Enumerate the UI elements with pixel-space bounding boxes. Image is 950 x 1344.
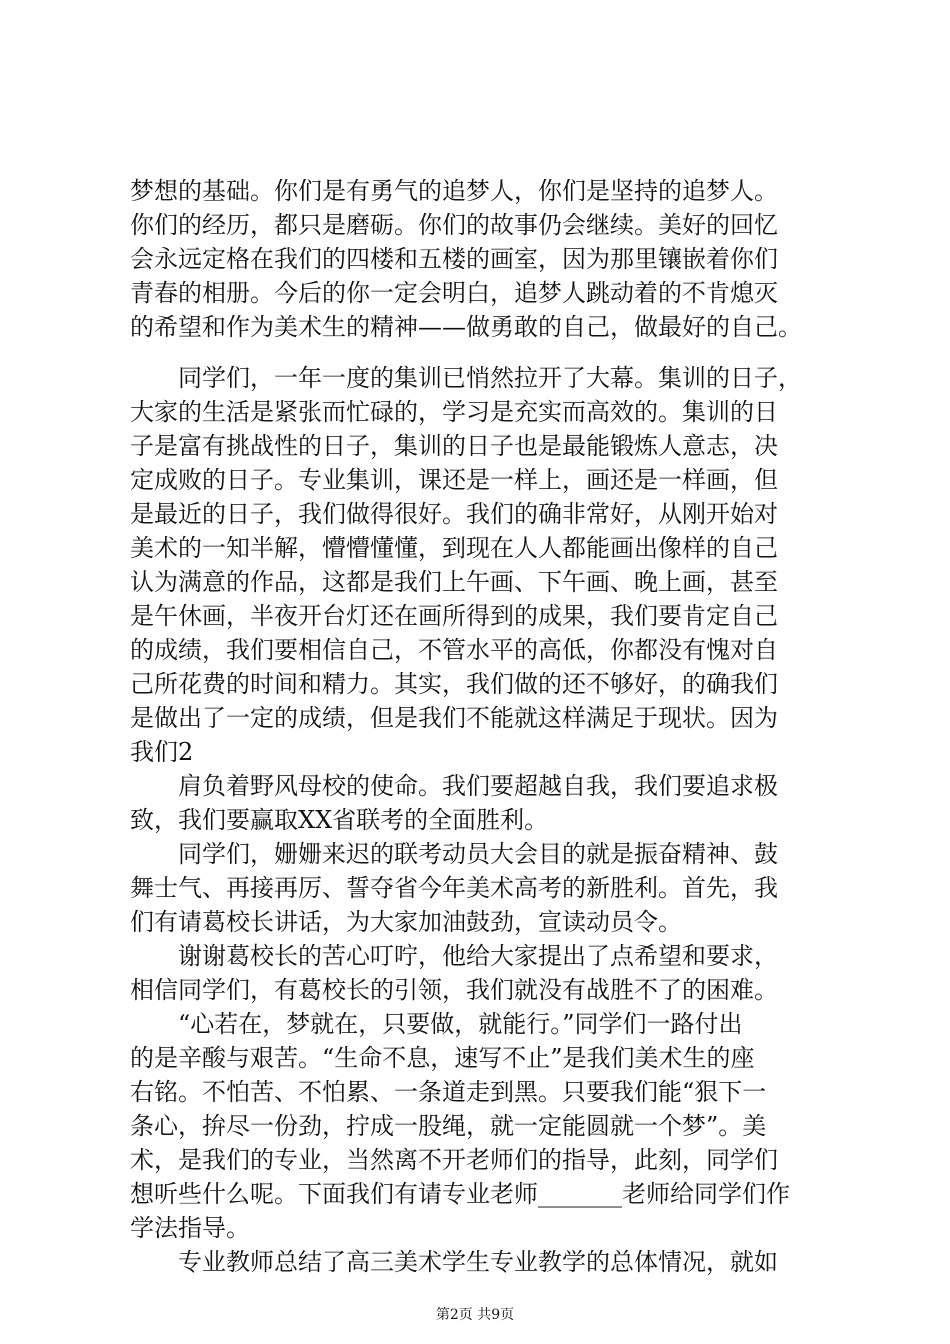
paragraph-line: 你们的经历，都只是磨砺。你们的故事仍会继续。美好的回忆 [130,211,778,239]
paragraph-line: 青春的相册。今后的你一定会明白，追梦人跳动着的不肯熄灭 [130,279,778,307]
paragraph-line: 条心，拚尽一份劲，拧成一股绳，就一定能圆就一个梦”。美 [130,1112,767,1140]
paragraph-line: 术，是我们的专业，当然离不开老师们的指导，此刻，同学们 [130,1146,778,1174]
page-number-footer: 第2页 共9页 [435,1307,515,1323]
paragraph-line: 想听些什么呢。下面我们有请专业老师_______老师给同学们作 [130,1180,790,1208]
paragraph-line: “心若在，梦就在，只要做，就能行。”同学们一路付出 [130,1010,743,1038]
paragraph-line: 右铭。不怕苦、不怕累、一条道走到黑。只要我们能“狠下一 [130,1078,767,1106]
paragraph-line: 学法指导。 [130,1214,250,1242]
paragraph-line: 同学们，一年一度的集训已悄然拉开了大幕。集训的日子， [130,364,802,392]
paragraph-line: 梦想的基础。你们是有勇气的追梦人，你们是坚持的追梦人。 [130,177,778,205]
paragraph-line: 相信同学们，有葛校长的引领，我们就没有战胜不了的困难。 [130,976,778,1004]
paragraph-line: 大家的生活是紧张而忙碌的，学习是充实而高效的。集训的日 [130,398,778,426]
paragraph-line: 是最近的日子，我们做得很好。我们的确非常好，从刚开始对 [130,500,778,528]
paragraph-line: 专业教师总结了高三美术学生专业教学的总体情况，就如 [130,1248,778,1276]
paragraph-line: 肩负着野风母校的使命。我们要超越自我，我们要追求极 [130,772,778,800]
paragraph-line: 的是辛酸与艰苦。“生命不息，速写不止”是我们美术生的座 [130,1044,755,1072]
paragraph-line: 舞士气、再接再厉、誓夺省今年美术高考的新胜利。首先，我 [130,874,778,902]
paragraph-line: 致，我们要赢取XX省联考的全面胜利。 [130,806,549,834]
paragraph-line: 的希望和作为美术生的精神——做勇敢的自己，做最好的自己。 [130,313,802,341]
paragraph-line: 同学们，姗姗来迟的联考动员大会目的就是振奋精神、鼓 [130,840,778,868]
paragraph-line: 是午休画，半夜开台灯还在画所得到的成果，我们要肯定自己 [130,602,778,630]
paragraph-line: 认为满意的作品，这都是我们上午画、下午画、晚上画，甚至 [130,568,778,596]
paragraph-line: 美术的一知半解，懵懵懂懂，到现在人人都能画出像样的自己 [130,534,778,562]
paragraph-line: 们有请葛校长讲话，为大家加油鼓劲，宣读动员令。 [130,908,682,936]
paragraph-line: 定成败的日子。专业集训，课还是一样上，画还是一样画，但 [130,466,778,494]
paragraph-line: 我们2 [130,738,194,766]
paragraph-line: 己所花费的时间和精力。其实，我们做的还不够好，的确我们 [130,670,778,698]
paragraph-line: 是做出了一定的成绩，但是我们不能就这样满足于现状。因为 [130,704,778,732]
paragraph-line: 子是富有挑战性的日子，集训的日子也是最能锻炼人意志，决 [130,432,778,460]
paragraph-line: 的成绩，我们要相信自己，不管水平的高低，你都没有愧对自 [130,636,778,664]
paragraph-line: 会永远定格在我们的四楼和五楼的画室，因为那里镶嵌着你们 [130,245,778,273]
paragraph-line: 谢谢葛校长的苦心叮咛，他给大家提出了点希望和要求， [130,942,778,970]
